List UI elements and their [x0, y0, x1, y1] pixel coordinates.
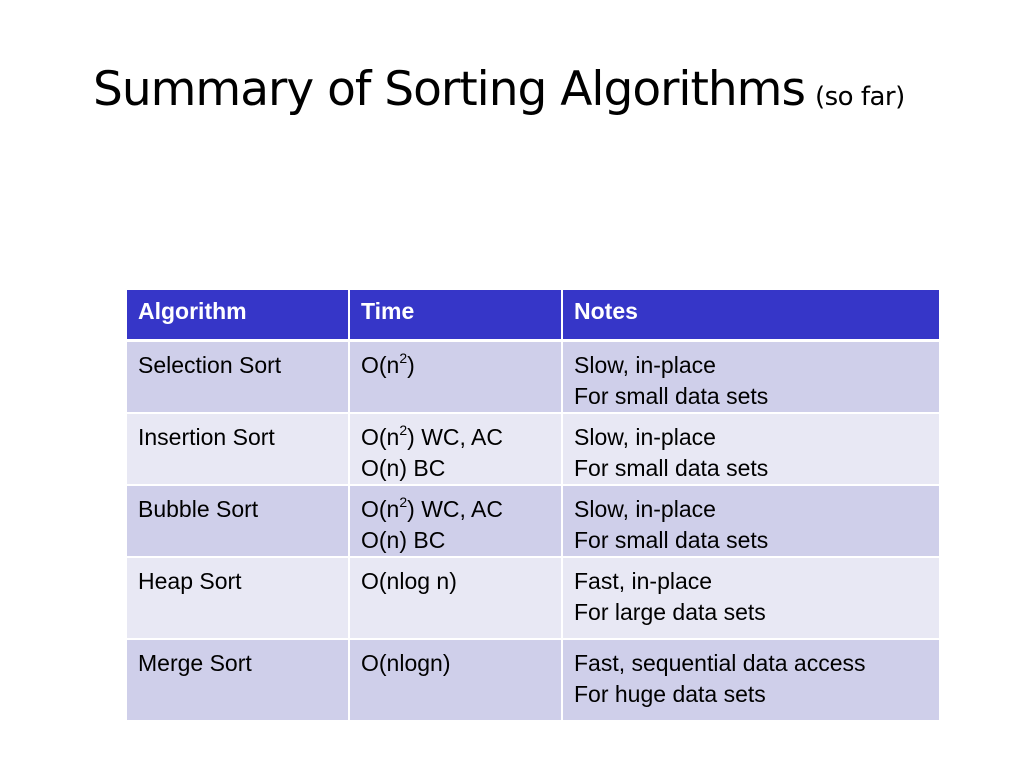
table-row	[127, 639, 939, 721]
slide-title	[93, 62, 905, 117]
note-line: For small data sets	[574, 527, 769, 553]
time-exponent: 2	[399, 350, 408, 367]
cell-notes	[562, 341, 939, 414]
table-row	[127, 413, 939, 485]
time-line	[361, 494, 551, 525]
cell-time	[349, 413, 562, 485]
cell-algorithm: Selection Sort	[127, 341, 349, 414]
time-line: O(n) BC	[361, 455, 446, 481]
time-exponent: 2	[399, 422, 408, 439]
cell-time	[349, 639, 562, 721]
note-line: For small data sets	[574, 383, 769, 409]
time-text: O(n	[361, 496, 400, 522]
note-line: For small data sets	[574, 455, 769, 481]
time-text-suffix: ) WC, AC	[407, 424, 503, 450]
note-line: Slow, in-place	[574, 496, 716, 522]
cell-algorithm: Merge Sort	[127, 639, 349, 721]
time-line	[361, 350, 551, 381]
cell-time	[349, 485, 562, 557]
cell-notes	[562, 485, 939, 557]
cell-time	[349, 557, 562, 639]
sorting-summary-table	[127, 290, 939, 722]
table-header-row	[127, 290, 939, 341]
cell-notes	[562, 413, 939, 485]
time-text-suffix: )	[407, 352, 415, 378]
table-row	[127, 557, 939, 639]
time-line: O(nlogn)	[361, 650, 451, 676]
note-line: Slow, in-place	[574, 352, 716, 378]
time-line: O(n) BC	[361, 527, 446, 553]
note-line: Fast, sequential data access	[574, 650, 866, 676]
cell-notes	[562, 557, 939, 639]
header-algorithm: Algorithm	[127, 290, 349, 341]
table-row	[127, 485, 939, 557]
note-line: For huge data sets	[574, 681, 766, 707]
time-line: O(nlog n)	[361, 568, 457, 594]
note-line: Slow, in-place	[574, 424, 716, 450]
cell-algorithm: Insertion Sort	[127, 413, 349, 485]
cell-notes	[562, 639, 939, 721]
time-line	[361, 422, 551, 453]
table-row	[127, 341, 939, 414]
note-line: For large data sets	[574, 599, 766, 625]
note-line: Fast, in-place	[574, 568, 713, 594]
cell-algorithm: Bubble Sort	[127, 485, 349, 557]
cell-time	[349, 341, 562, 414]
time-text: O(n	[361, 352, 400, 378]
slide-subtitle: (so far)	[814, 82, 905, 112]
time-exponent: 2	[399, 494, 408, 511]
slide-title-main: Summary of Sorting Algorithms	[93, 62, 805, 117]
time-text: O(n	[361, 424, 400, 450]
cell-algorithm: Heap Sort	[127, 557, 349, 639]
time-text-suffix: ) WC, AC	[407, 496, 503, 522]
header-time: Time	[349, 290, 562, 341]
header-notes: Notes	[562, 290, 939, 341]
